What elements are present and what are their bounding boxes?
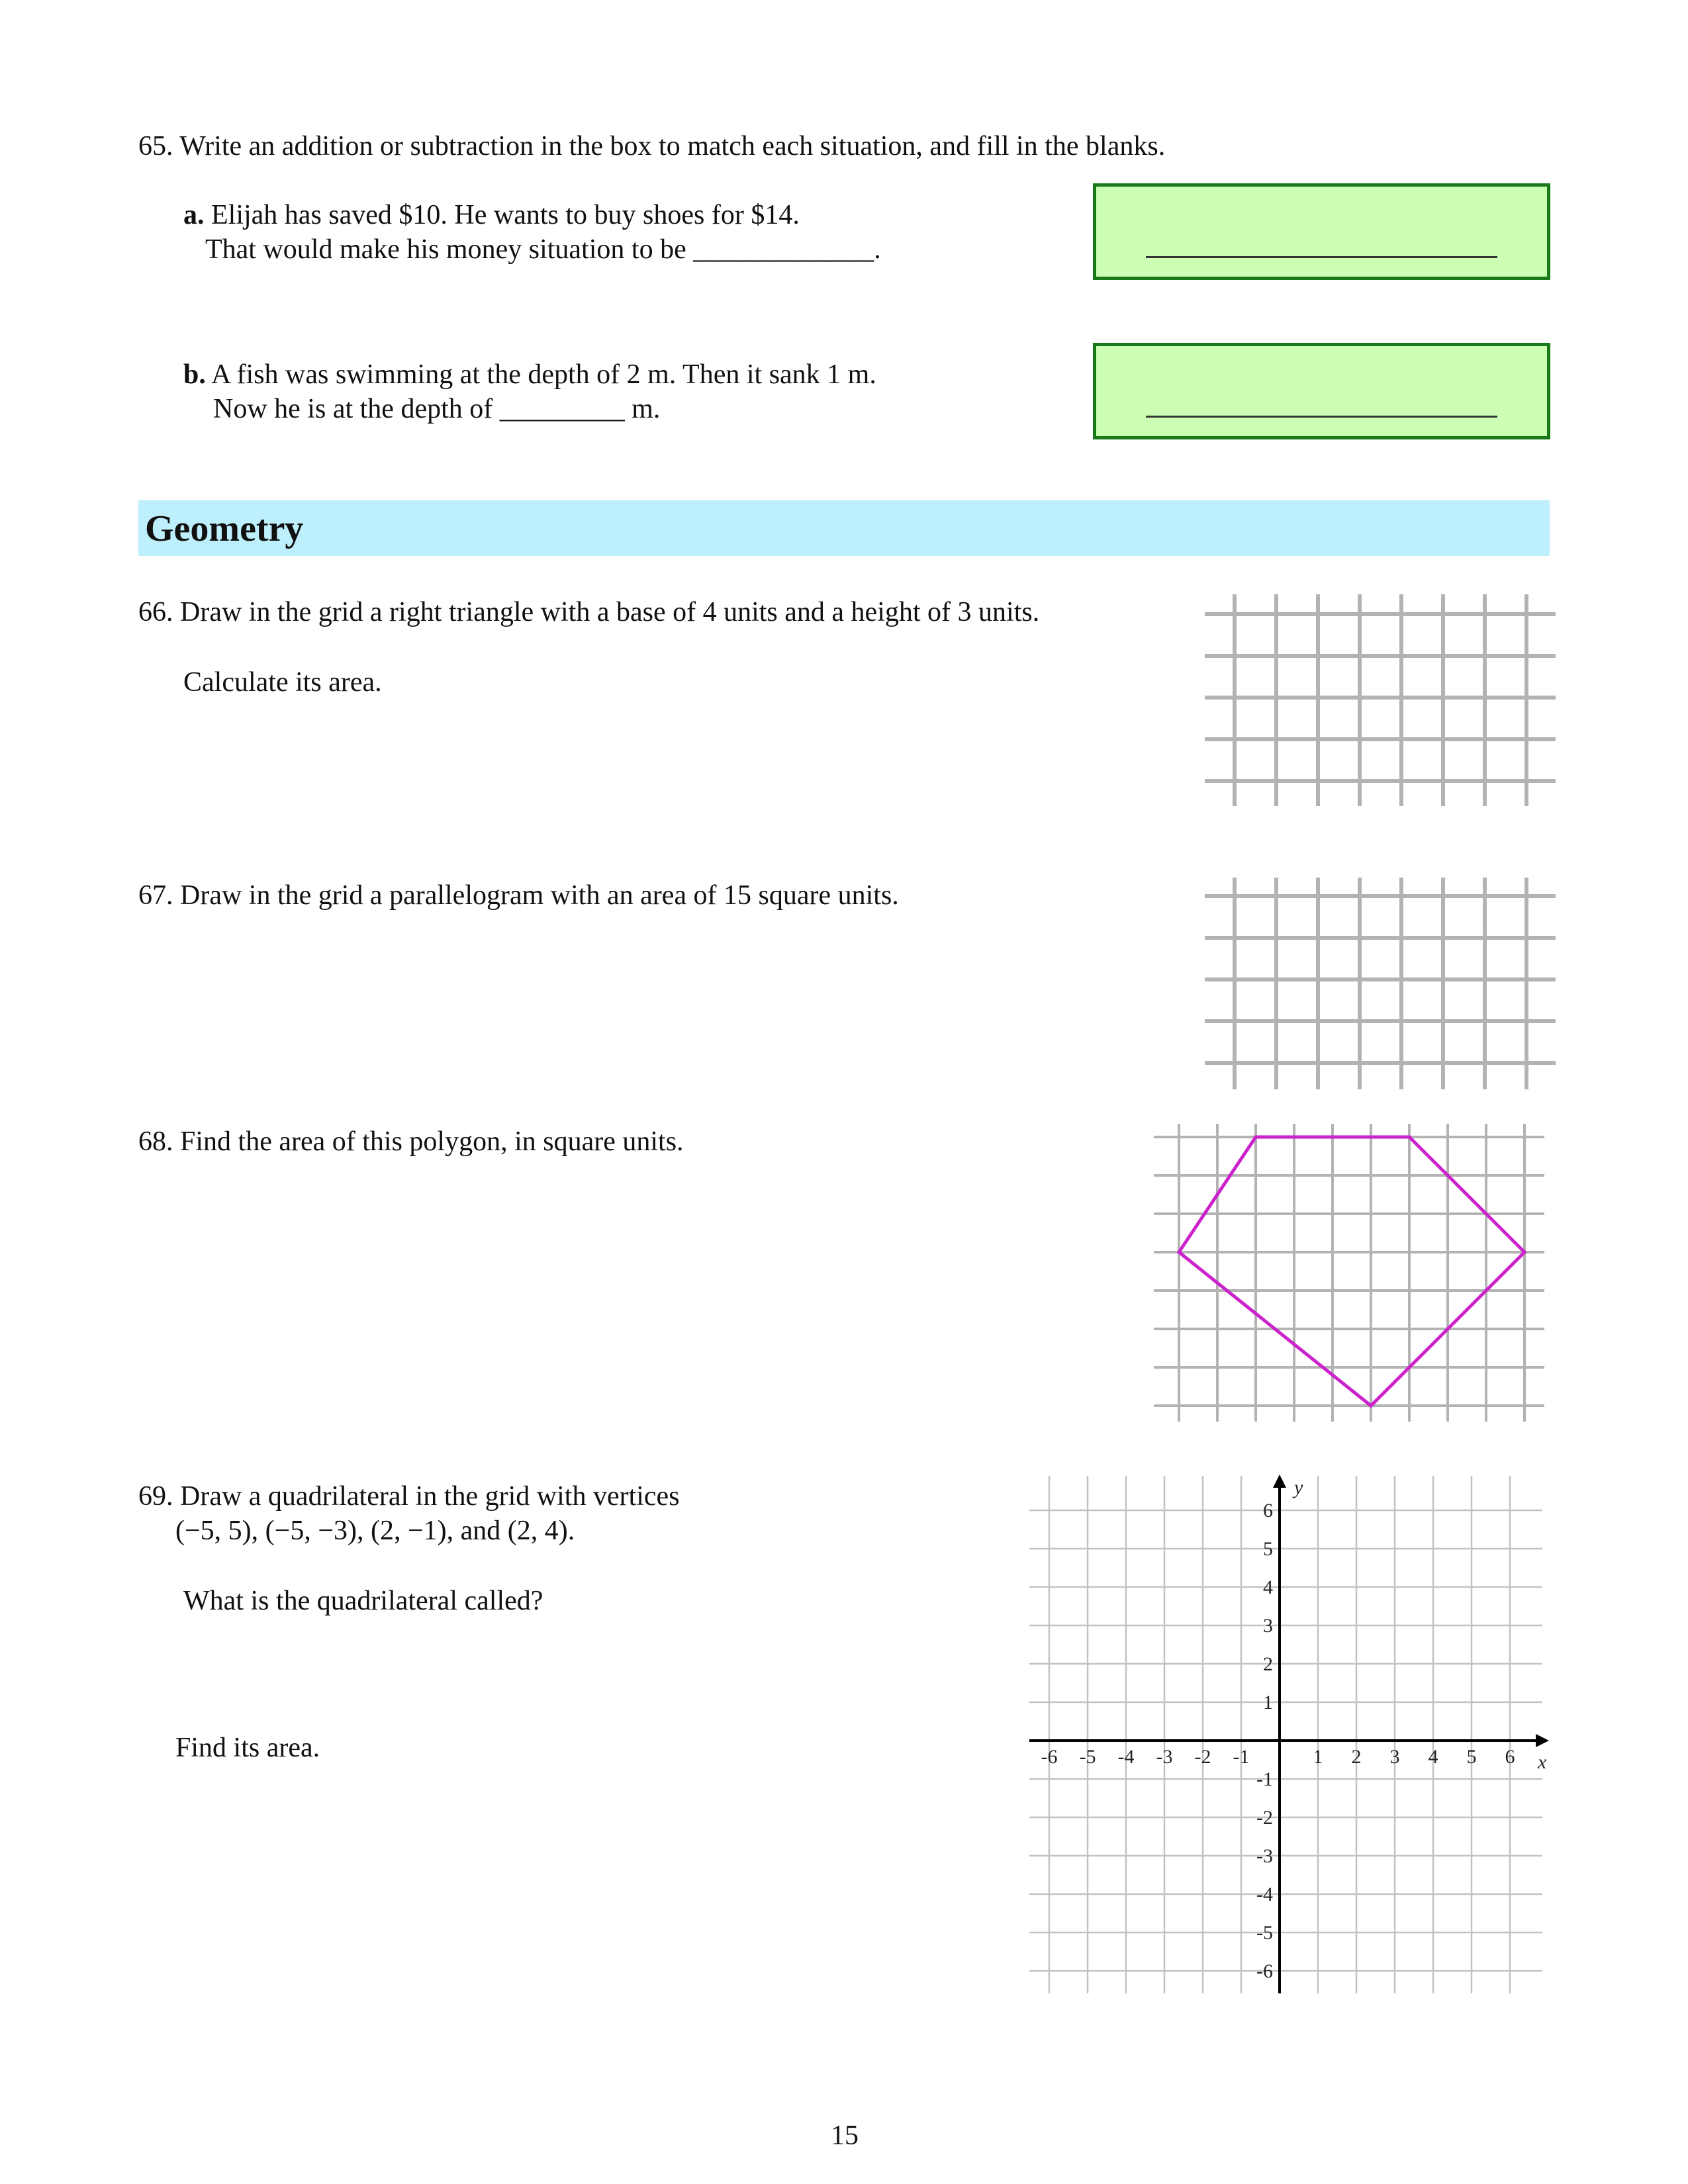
y-tick: -3 [1256, 1845, 1273, 1867]
y-tick: 3 [1263, 1615, 1273, 1637]
x-tick: 5 [1466, 1746, 1477, 1768]
y-tick: 2 [1263, 1653, 1273, 1675]
polygon-grid-68 [1154, 1124, 1544, 1422]
x-tick: -6 [1041, 1746, 1058, 1768]
problem-65b-text: A fish was swimming at the depth of 2 m. Then it sank 1 m. [205, 359, 876, 390]
x-tick: -3 [1156, 1746, 1173, 1768]
problem-69-q1: What is the quadrilateral called? [183, 1586, 543, 1616]
x-tick: 3 [1389, 1746, 1400, 1768]
x-tick: 2 [1351, 1746, 1362, 1768]
section-header-geometry [138, 500, 1550, 556]
problem-65-prompt: 65. Write an addition or subtraction in the box to match each situation, and fill in the blanks. [138, 131, 1166, 161]
problem-65b-line1 [183, 358, 876, 391]
polygon-shape [1179, 1137, 1524, 1406]
answer-line-65b[interactable] [1146, 416, 1497, 418]
x-axis-label: x [1538, 1751, 1547, 1773]
y-tick: 6 [1263, 1500, 1273, 1522]
answer-box-65a[interactable] [1093, 183, 1550, 280]
problem-65a-label: a. [183, 200, 205, 230]
y-tick: -2 [1256, 1807, 1273, 1829]
section-title: Geometry [145, 508, 304, 549]
y-tick: 5 [1263, 1538, 1273, 1560]
answer-line-65a[interactable] [1146, 256, 1497, 258]
problem-65a-text: Elijah has saved $10. He wants to buy shoes for $14. [204, 200, 800, 230]
x-tick: 4 [1428, 1746, 1438, 1768]
x-tick: -4 [1117, 1746, 1135, 1768]
y-tick: -6 [1256, 1960, 1273, 1982]
x-tick: -1 [1233, 1746, 1250, 1768]
problem-65b-label: b. [183, 359, 206, 390]
y-tick: -5 [1256, 1922, 1273, 1944]
y-axis-label: y [1294, 1477, 1303, 1498]
problem-68-prompt: 68. Find the area of this polygon, in square units. [138, 1126, 684, 1157]
problem-66-prompt: 66. Draw in the grid a right triangle with a base of 4 units and a height of 3 units. [138, 597, 1040, 627]
y-tick: -1 [1256, 1768, 1273, 1790]
grid-66[interactable] [1205, 594, 1556, 806]
grid-67[interactable] [1205, 878, 1556, 1089]
problem-65a-line2: That would make his money situation to be _____________. [205, 234, 881, 265]
y-tick: 4 [1263, 1576, 1273, 1598]
problem-66-sub: Calculate its area. [183, 667, 382, 698]
problem-69-line1: 69. Draw a quadrilateral in the grid with vertices [138, 1481, 680, 1512]
problem-69-line2: (−5, 5), (−5, −3), (2, −1), and (2, 4). [175, 1516, 575, 1546]
x-tick: 6 [1505, 1746, 1515, 1768]
coordinate-grid-69[interactable] [1029, 1471, 1559, 2000]
problem-65b-line2: Now he is at the depth of _________ m. [213, 394, 661, 424]
y-tick: 1 [1263, 1692, 1273, 1713]
x-tick: -5 [1079, 1746, 1096, 1768]
answer-box-65b[interactable] [1093, 343, 1550, 439]
x-tick: -2 [1194, 1746, 1211, 1768]
problem-67-prompt: 67. Draw in the grid a parallelogram with an area of 15 square units. [138, 880, 899, 911]
x-tick: 1 [1313, 1746, 1323, 1768]
problem-69-q2: Find its area. [175, 1733, 320, 1763]
page-number: 15 [831, 2120, 859, 2151]
y-tick: -4 [1256, 1884, 1273, 1905]
problem-65a-line1 [183, 199, 800, 232]
